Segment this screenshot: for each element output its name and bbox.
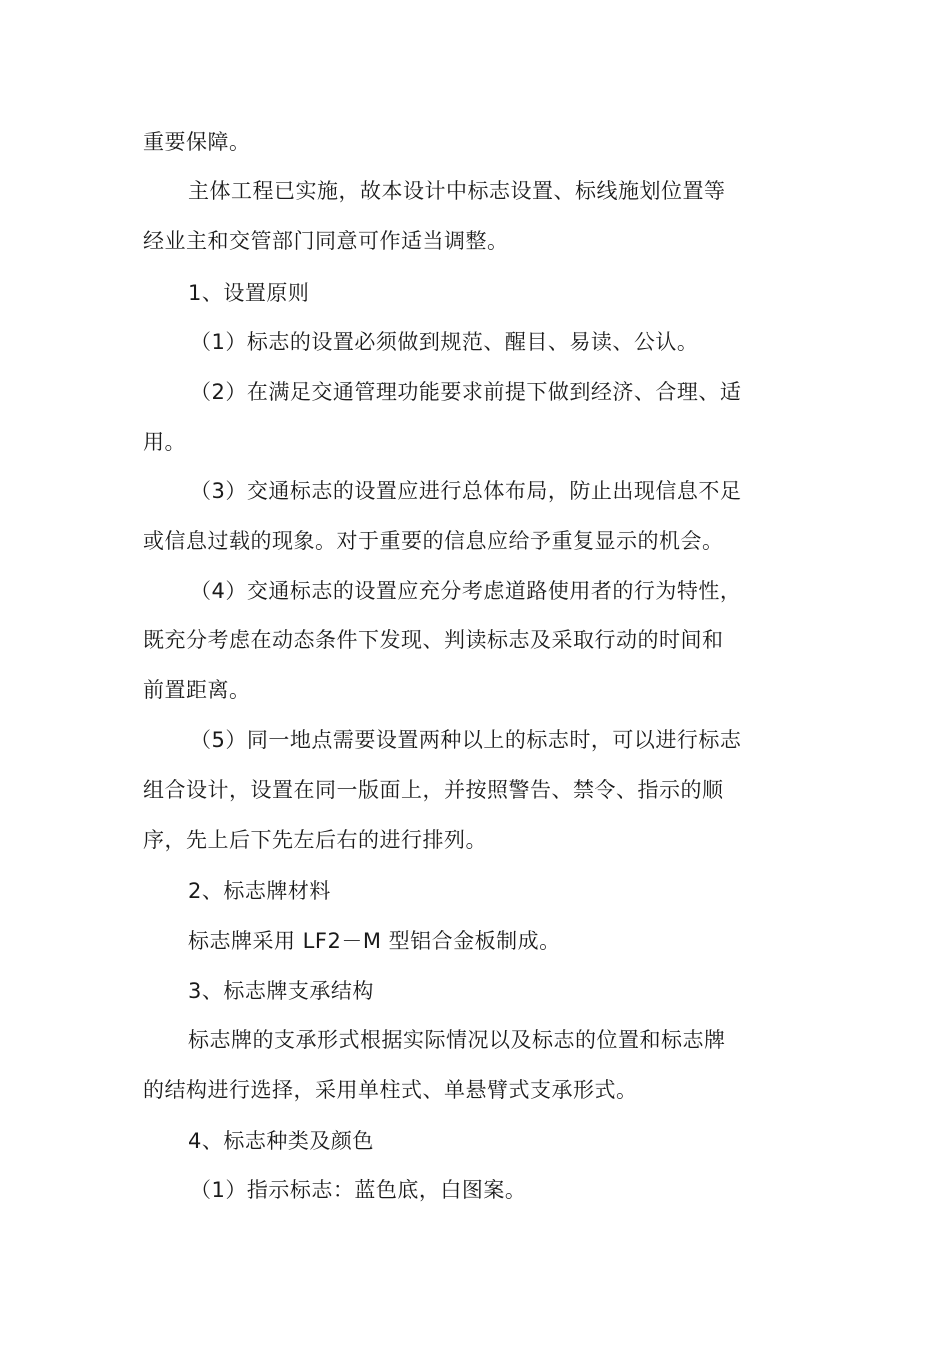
paragraph-line: 主体工程已实施，故本设计中标志设置、标线施划位置等 [188,179,726,203]
paragraph-line: 标志牌的支承形式根据实际情况以及标志的位置和标志牌 [188,1028,726,1052]
section-heading: 3、标志牌支承结构 [188,979,374,1003]
paragraph-line: 标志牌采用 LF2－M 型铝合金板制成。 [188,929,561,953]
paragraph-line: 既充分考虑在动态条件下发现、判读标志及采取行动的时间和 [143,628,724,652]
list-item: （5）同一地点需要设置两种以上的标志时，可以进行标志 [190,728,742,752]
paragraph-line: 经业主和交管部门同意可作适当调整。 [143,229,509,253]
paragraph-line: 的结构进行选择，采用单柱式、单悬臂式支承形式。 [143,1078,638,1102]
paragraph-line: 或信息过载的现象。对于重要的信息应给予重复显示的机会。 [143,529,724,553]
section-heading: 4、标志种类及颜色 [188,1129,374,1153]
paragraph-line: 重要保障。 [143,130,251,154]
paragraph-line: 用。 [143,430,186,454]
section-heading: 1、设置原则 [188,281,310,305]
paragraph-line: 前置距离。 [143,678,251,702]
section-heading: 2、标志牌材料 [188,879,331,903]
list-item: （3）交通标志的设置应进行总体布局，防止出现信息不足 [190,479,742,503]
list-item: （4）交通标志的设置应充分考虑道路使用者的行为特性， [190,579,742,603]
list-item: （1）指示标志：蓝色底，白图案。 [190,1178,527,1202]
paragraph-line: 序，先上后下先左后右的进行排列。 [143,828,487,852]
list-item: （1）标志的设置必须做到规范、醒目、易读、公认。 [190,330,699,354]
paragraph-line: 组合设计，设置在同一版面上，并按照警告、禁令、指示的顺 [143,778,724,802]
list-item: （2）在满足交通管理功能要求前提下做到经济、合理、适 [190,380,742,404]
